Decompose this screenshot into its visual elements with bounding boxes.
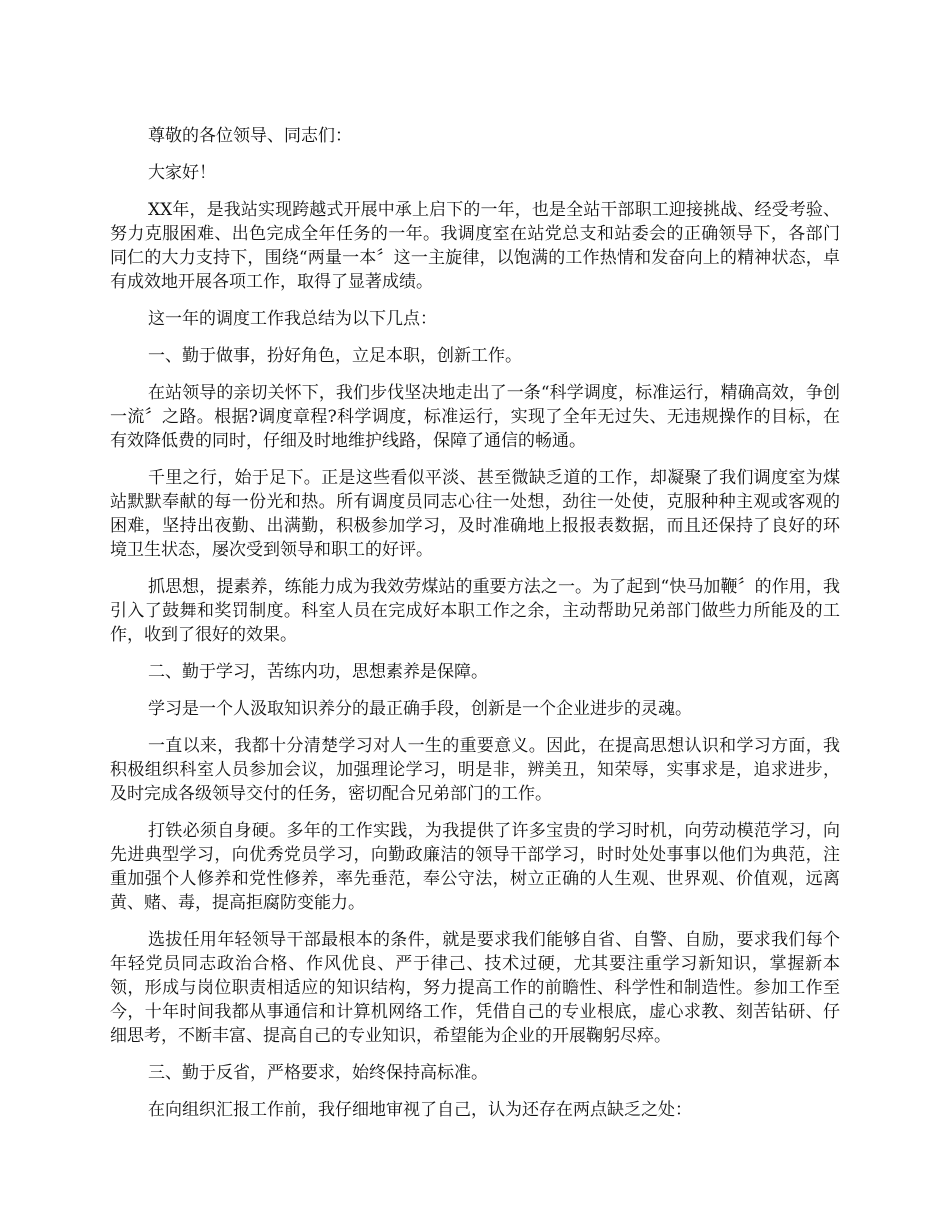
paragraph: 抓思想，提素养，练能力成为我效劳煤站的重要方法之一。为了起到“快马加鞭〞的作用，我引入了鼓舞和奖罚制度。科室人员在完成好本职工作之余，主动帮助兄弟部门做些力所能及的工作，收到了很好的效果。 [110,577,840,645]
paragraph: 千里之行，始于足下。正是这些看似平淡、甚至微缺乏道的工作，却凝聚了我们调度室为煤站默默奉献的每一份光和热。所有调度员同志心往一处想，劲往一处使，克服种种主观或客观的困难，坚持出夜勤、出满勤，积极参加学习，及时准确地上报报表数据，而且还保持了良好的环境卫生状态，屡次受到领导和职工的好评。 [110,468,840,560]
paragraph-intro: XX年，是我站实现跨越式开展中承上启下的一年，也是全站干部职工迎接挑战、经受考验、努力克服困难、出色完成全年任务的一年。我调度室在站党总支和站委会的正确领导下，各部门同仁的大力支持下，围绕“两量一本〞这一主旋律，以饱满的工作热情和发奋向上的精神状态，卓有成效地开展各项工作，取得了显著成绩。 [110,200,840,292]
document-body [110,124,840,1135]
paragraph: 学习是一个人汲取知识养分的最正确手段，创新是一个企业进步的灵魂。 [148,699,692,719]
paragraph: 打铁必须自身硬。多年的工作实践，为我提供了许多宝贵的学习时机，向劳动模范学习，向先进典型学习，向优秀党员学习，向勤政廉洁的领导干部学习，时时处处事事以他们为典范，注重加强个人修养和党性修养，率先垂范，奉公守法，树立正确的人生观、世界观、价值观，远离黄、赌、毒，提高拒腐防变能力。 [110,821,840,913]
paragraph: 一直以来，我都十分清楚学习对人一生的重要意义。因此，在提高思想认识和学习方面，我积极组织科室人员参加会议，加强理论学习，明是非，辨美丑，知荣辱，实事求是，追求进步，及时完成各级领导交付的任务，密切配合兄弟部门的工作。 [110,736,840,804]
section-heading-1: 一、勤于做事，扮好角色，立足本职，创新工作。 [148,346,522,366]
salutation: 尊敬的各位领导、同志们： [148,126,352,146]
paragraph: 在向组织汇报工作前，我仔细地审视了自己，认为还存在两点缺乏之处： [148,1100,692,1120]
section-heading-3: 三、勤于反省，严格要求，始终保持高标准。 [148,1063,488,1083]
section-heading-2: 二、勤于学习，苦练内功，思想素养是保障。 [148,662,488,682]
greeting: 大家好！ [148,163,216,183]
paragraph: 选拔任用年轻领导干部最根本的条件，就是要求我们能够自省、自警、自励，要求我们每个年轻党员同志政治合格、作风优良、严于律己、技术过硬，尤其要注重学习新知识，掌握新本领，形成与岗位职责相适应的知识结构，努力提高工作的前瞻性、科学性和制造性。参加工作至今，十年时间我都从事通信和计算机网络工作，凭借自己的专业根底，虚心求教、刻苦钻研、仔细思考，不断丰富、提高自己的专业知识，希望能为企业的开展鞠躬尽瘁。 [110,930,840,1046]
paragraph-summary-lead: 这一年的调度工作我总结为以下几点： [148,309,437,329]
paragraph: 在站领导的亲切关怀下，我们步伐坚决地走出了一条“科学调度，标准运行，精确高效，争创一流〞之路。根据?调度章程?科学调度，标准运行，实现了全年无过失、无违规操作的目标，在有效降低费的同时，仔细及时地维护线路，保障了通信的畅通。 [110,383,840,451]
